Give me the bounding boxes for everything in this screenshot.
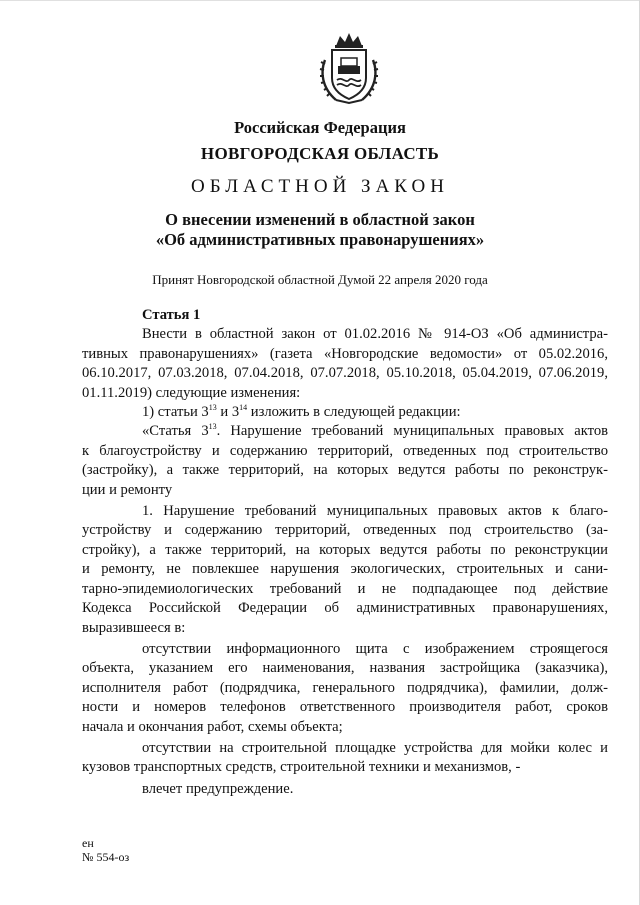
quote-prefix: «Статья 3 [142, 423, 209, 440]
article-intro [82, 325, 608, 403]
coat-of-arms-emblem [316, 30, 382, 106]
quote-heading-line [82, 422, 608, 441]
item1-sup-a: 13 [208, 403, 217, 413]
quote-sup: 13 [208, 422, 217, 432]
amendment-item-1 [82, 403, 608, 422]
intro-line: 01.11.2019) следующие изменения: [82, 384, 301, 401]
point1-line: и ремонту, не повлекшее нарушения экологических, строительных и сани- [82, 561, 608, 578]
point-1 [82, 502, 608, 638]
law-body [82, 306, 608, 799]
sub2-line: отсутствии на строительной площадке устройства для мойки колес и [142, 739, 608, 756]
sub1-line: начала и окончания работ, схемы объекта; [82, 718, 343, 735]
law-title-line-1: О внесении изменений в областной закон [165, 210, 475, 229]
quote-heading-line: (застройку), а также территорий, на которых ведутся работы по реконструк- [82, 462, 608, 479]
intro-line: 06.10.2017, 07.03.2018, 07.04.2018, 07.07.2018, 05.10.2018, 05.04.2019, 07.06.2019, [82, 365, 608, 382]
sub1-line: ности и номеров телефонов ответственного производителя работ, сроков [82, 699, 608, 716]
quoted-article-heading [82, 422, 608, 500]
item1-mid: и 3 [216, 404, 240, 421]
point1-line: тарно-эпидемиологических требований и не подпадающее под действие [82, 580, 608, 597]
sub1-line: объекта, указанием его наименования, названия застройщика (заказчика), [82, 660, 608, 677]
quote-rest: . Нарушение требований муниципальных правовых актов [216, 423, 609, 440]
sub1-line: исполнителя работ (подрядчика, генерального подрядчика), фамилии, долж- [82, 679, 608, 696]
item1-suffix: изложить в следующей редакции: [247, 404, 461, 421]
country-name: Российская Федерация [234, 118, 406, 137]
point1-line: Кодекса Российской Федерации об административных правонарушениях, [82, 600, 608, 617]
intro-line: Внести в областной закон от 01.02.2016 № 914-ОЗ «Об администра- [142, 326, 608, 343]
quote-heading-line: к благоустройству и содержанию территорий, отведенных под строительство [82, 442, 608, 459]
item1-sup-b: 14 [239, 403, 248, 413]
sub1-line: отсутствии информационного щита с изображением строящегося [142, 640, 608, 657]
point1-line: устройству и содержанию территорий, отведенных под строительство (за- [82, 522, 608, 539]
item1-prefix: 1) статьи 3 [142, 404, 209, 421]
point1-line: стройку), а также территорий, на которых ведутся работы по реконструкции [82, 541, 608, 558]
subpoint-info-board [82, 640, 608, 737]
quote-heading-line: ции и ремонту [82, 481, 173, 498]
footer-initials: ен [82, 836, 94, 850]
law-title-line-2: «Об административных правонарушениях» [155, 230, 485, 249]
adoption-note: Принят Новгородской областной Думой 22 апреля 2020 года [152, 272, 488, 287]
footer-number: № 554-оз [82, 850, 130, 864]
point1-line: выразившееся в: [82, 619, 186, 636]
article-heading: Статья 1 [142, 307, 201, 323]
penalty-line: влечет предупреждение. [142, 780, 294, 797]
document-type: ОБЛАСТНОЙ ЗАКОН [191, 176, 449, 197]
document-footer [82, 836, 129, 864]
sub2-line: кузовов транспортных средств, строительной техники и механизмов, - [82, 759, 521, 776]
intro-line: тивных правонарушениях» (газета «Новгородские ведомости» от 05.02.2016, [82, 345, 608, 362]
subpoint-wheel-wash [82, 739, 608, 778]
point1-line: 1. Нарушение требований муниципальных правовых актов к благо- [142, 503, 608, 520]
scan-top-edge [0, 0, 640, 1]
region-name: НОВГОРОДСКАЯ ОБЛАСТЬ [200, 144, 440, 163]
